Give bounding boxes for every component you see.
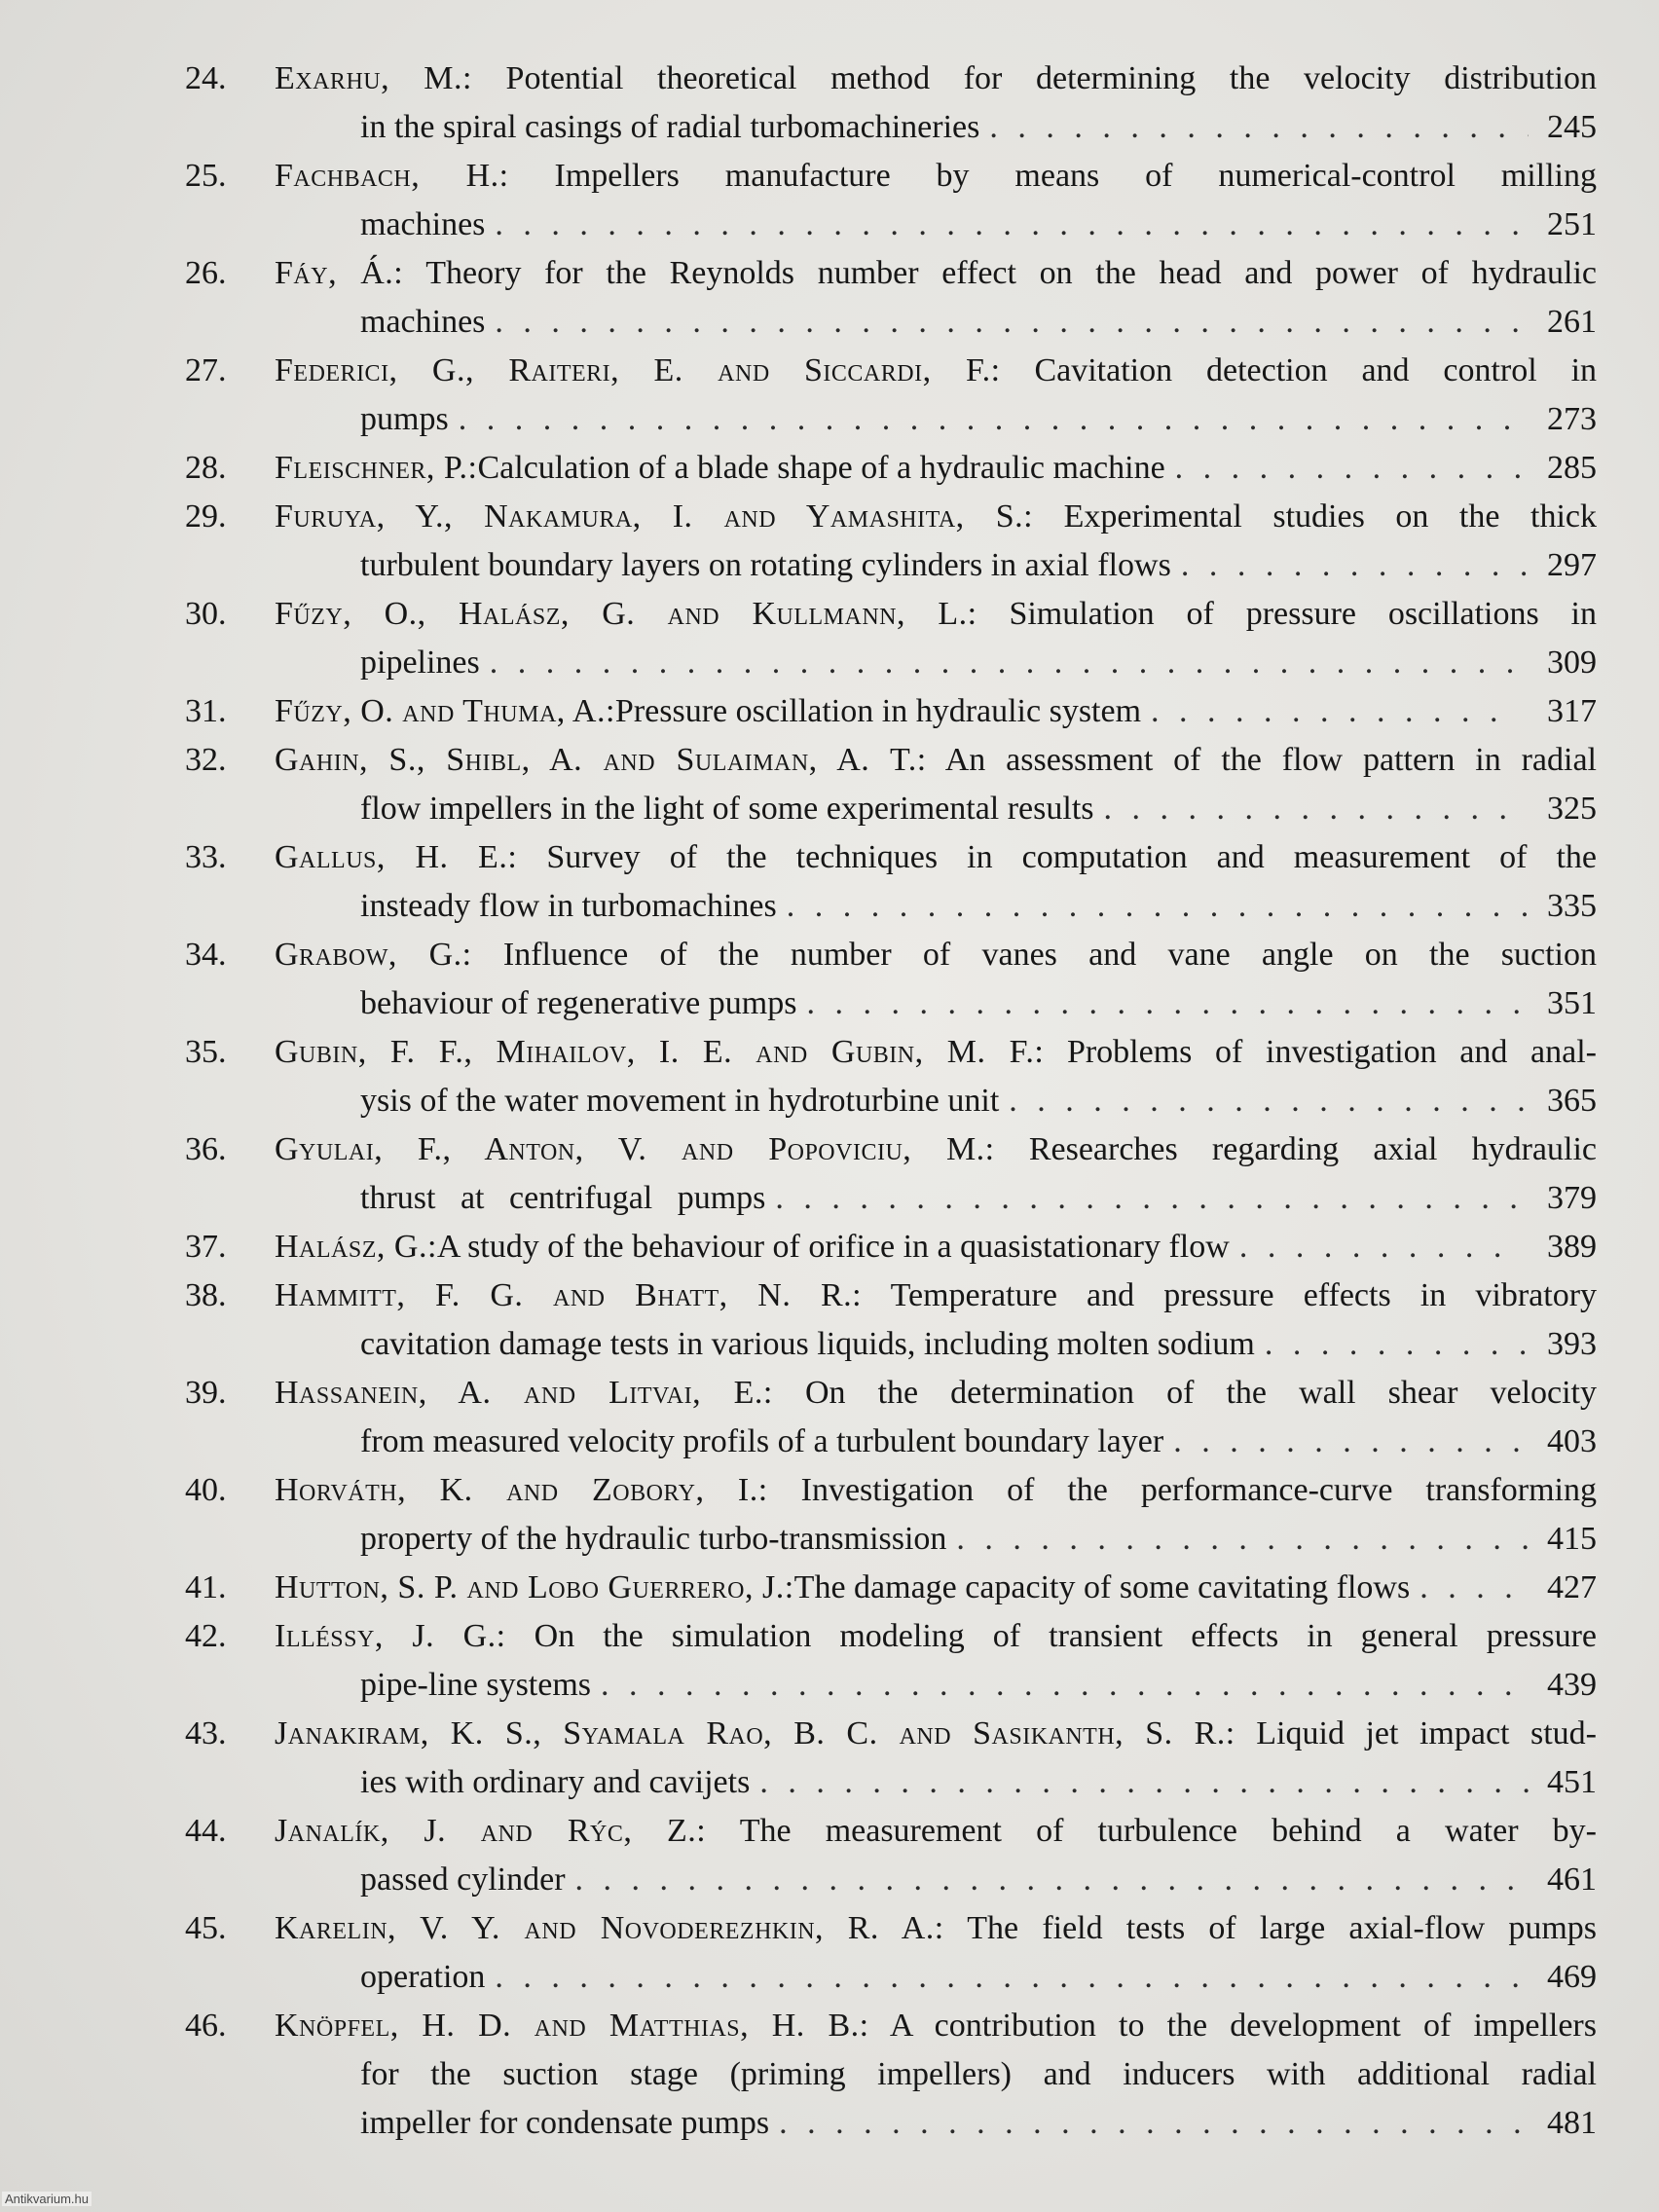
entry-number: 39. xyxy=(185,1375,227,1411)
toc-entry xyxy=(185,2002,1597,2148)
toc-entry xyxy=(185,249,1597,347)
entry-last-line xyxy=(275,1418,1597,1466)
entry-number: 33. xyxy=(185,839,227,875)
dot-leader xyxy=(1239,1223,1529,1272)
entry-title: Researches regarding axial hydraulic xyxy=(1028,1131,1597,1167)
entry-body xyxy=(275,1466,1597,1564)
toc-entry xyxy=(185,493,1597,590)
toc-entry xyxy=(185,1028,1597,1125)
entry-title-continued: ies with ordinary and cavijets xyxy=(360,1764,751,1800)
dot-leader xyxy=(1181,541,1529,590)
page-number: 297 xyxy=(1547,547,1597,583)
dot-leader xyxy=(495,298,1529,347)
entry-title-continued: cavitation damage tests in various liquids, including molten sodium xyxy=(360,1326,1255,1362)
toc-entry xyxy=(185,444,1597,493)
entry-number: 31. xyxy=(185,693,227,729)
entry-authors: Hassanein, A. and Litvai, E.: xyxy=(275,1375,773,1411)
dot-leader xyxy=(1104,785,1530,833)
entry-first-line xyxy=(275,1466,1597,1515)
entry-title: Impellers manufacture by means of numerical-control milling xyxy=(554,158,1597,194)
page-number: 325 xyxy=(1547,791,1597,827)
entry-first-line xyxy=(275,347,1597,395)
entry-body xyxy=(275,55,1597,152)
dot-leader xyxy=(806,979,1529,1028)
entry-authors: Fáy, Á.: xyxy=(275,255,404,291)
page-number: 389 xyxy=(1547,1229,1597,1265)
entry-body xyxy=(275,444,1597,493)
entry-number: 30. xyxy=(185,596,227,632)
entry-body xyxy=(275,590,1597,687)
entry-first-line xyxy=(275,1564,1597,1612)
entry-first-line xyxy=(275,1807,1597,1856)
page-number: 451 xyxy=(1547,1764,1597,1800)
entry-first-line xyxy=(275,493,1597,541)
toc-entry xyxy=(185,687,1597,736)
entry-first-line xyxy=(275,2002,1597,2050)
entry-last-line xyxy=(275,103,1597,152)
entry-title: Experimental studies on the thick xyxy=(1063,498,1597,535)
entry-number: 43. xyxy=(185,1715,227,1751)
entry-authors: Halász, G.: xyxy=(275,1229,437,1265)
page-number: 273 xyxy=(1547,401,1597,437)
entry-body xyxy=(275,1272,1597,1369)
entry-title-continued: for the suction stage (priming impellers) and inducers with additional radial xyxy=(360,2056,1597,2092)
toc-entry xyxy=(185,931,1597,1028)
entry-number: 41. xyxy=(185,1569,227,1605)
entry-title-continued: property of the hydraulic turbo-transmission xyxy=(360,1521,947,1557)
entry-first-line xyxy=(275,249,1597,298)
entry-body xyxy=(275,1807,1597,1904)
dot-leader xyxy=(956,1515,1529,1564)
entry-title-continued: passed cylinder xyxy=(360,1862,566,1898)
entry-last-line xyxy=(275,1856,1597,1904)
site-watermark: Antikvarium.hu xyxy=(2,2192,92,2206)
entry-number: 44. xyxy=(185,1813,227,1849)
toc-entry xyxy=(185,347,1597,444)
entry-last-line xyxy=(275,639,1597,687)
entry-first-line xyxy=(275,736,1597,785)
entry-authors: Furuya, Y., Nakamura, I. and Yamashita, S.: xyxy=(275,498,1034,535)
toc-entry xyxy=(185,1807,1597,1904)
entry-last-line xyxy=(275,201,1597,249)
dot-leader xyxy=(495,201,1529,249)
entry-first-line xyxy=(275,833,1597,882)
entry-last-line xyxy=(275,1077,1597,1125)
entry-title: A study of the behaviour of orifice in a quasistationary flow xyxy=(436,1229,1230,1265)
entry-body xyxy=(275,1904,1597,2002)
entry-title-continued: operation xyxy=(360,1959,486,1995)
entry-title: Potential theoretical method for determining the velocity distribution xyxy=(505,60,1597,96)
entry-last-line xyxy=(275,298,1597,347)
entry-number: 24. xyxy=(185,60,227,96)
entry-body xyxy=(275,493,1597,590)
entry-number: 34. xyxy=(185,937,227,973)
dot-leader xyxy=(601,1661,1529,1710)
entry-last-line xyxy=(275,2099,1597,2148)
toc-entry xyxy=(185,833,1597,931)
page-number: 393 xyxy=(1547,1326,1597,1362)
entry-title: A contribution to the development of impellers xyxy=(889,2008,1597,2044)
entry-body xyxy=(275,1125,1597,1223)
entry-last-line xyxy=(275,1953,1597,2002)
page-number: 335 xyxy=(1547,888,1597,924)
dot-leader xyxy=(787,882,1529,931)
dot-leader xyxy=(989,103,1529,152)
dot-leader xyxy=(495,1953,1529,2002)
dot-leader xyxy=(490,639,1529,687)
entry-number: 37. xyxy=(185,1229,227,1265)
entry-title: Investigation of the performance-curve transforming xyxy=(800,1472,1597,1508)
entry-body xyxy=(275,347,1597,444)
entry-first-line xyxy=(275,590,1597,639)
entry-first-line xyxy=(275,1612,1597,1661)
entry-title-continued: turbulent boundary layers on rotating cylinders in axial flows xyxy=(360,547,1171,583)
entry-title: The measurement of turbulence behind a water by- xyxy=(739,1813,1597,1849)
toc-entry xyxy=(185,1564,1597,1612)
page-number: 403 xyxy=(1547,1423,1597,1459)
entry-title: Influence of the number of vanes and vane angle on the suction xyxy=(502,937,1597,973)
entry-title-continued: pipelines xyxy=(360,645,480,681)
page-number: 427 xyxy=(1547,1569,1597,1605)
entry-number: 35. xyxy=(185,1034,227,1070)
entry-authors: Fűzy, O. and Thuma, A.: xyxy=(275,693,615,729)
entry-title-continued: ysis of the water movement in hydroturbine unit xyxy=(360,1083,1000,1119)
entry-last-line xyxy=(275,785,1597,833)
entry-authors: Grabow, G.: xyxy=(275,937,472,973)
entry-first-line xyxy=(275,1369,1597,1418)
entry-body xyxy=(275,2002,1597,2148)
entry-authors: Janalík, J. and Rýc, Z.: xyxy=(275,1813,707,1849)
page-number: 309 xyxy=(1547,645,1597,681)
entry-number: 38. xyxy=(185,1277,227,1313)
entry-last-line xyxy=(275,1320,1597,1369)
toc-entry xyxy=(185,55,1597,152)
entry-last-line xyxy=(275,395,1597,444)
table-of-contents xyxy=(185,55,1597,2148)
entry-body xyxy=(275,1223,1597,1272)
page-number: 461 xyxy=(1547,1862,1597,1898)
entry-authors: Hammitt, F. G. and Bhatt, N. R.: xyxy=(275,1277,863,1313)
page-number: 317 xyxy=(1547,693,1597,729)
entry-title: Simulation of pressure oscillations in xyxy=(1009,596,1597,632)
entry-title-continued: flow impellers in the light of some experimental results xyxy=(360,791,1094,827)
page-number: 379 xyxy=(1547,1180,1597,1216)
entry-title-continued: machines xyxy=(360,206,486,242)
entry-title-continued: in the spiral casings of radial turbomachineries xyxy=(360,109,980,145)
entry-number: 45. xyxy=(185,1910,227,1946)
entry-body xyxy=(275,1028,1597,1125)
entry-authors: Gallus, H. E.: xyxy=(275,839,518,875)
entry-body xyxy=(275,1710,1597,1807)
entry-body xyxy=(275,1564,1597,1612)
entry-authors: Fűzy, O., Halász, G. and Kullmann, L.: xyxy=(275,596,977,632)
page-number: 439 xyxy=(1547,1667,1597,1703)
toc-entry xyxy=(185,1272,1597,1369)
entry-number: 25. xyxy=(185,158,227,194)
entry-authors: Gyulai, F., Anton, V. and Popoviciu, M.: xyxy=(275,1131,995,1167)
entry-first-line xyxy=(275,55,1597,103)
page-number: 365 xyxy=(1547,1083,1597,1119)
entry-number: 26. xyxy=(185,255,227,291)
dot-leader xyxy=(1151,687,1529,736)
entry-title-continued: behaviour of regenerative pumps xyxy=(360,985,797,1021)
entry-authors: Fleischner, P.: xyxy=(275,450,478,486)
entry-title-continued: thrust at centrifugal pumps xyxy=(360,1180,766,1216)
toc-entry xyxy=(185,1125,1597,1223)
entry-last-line xyxy=(275,541,1597,590)
entry-last-line xyxy=(275,1758,1597,1807)
entry-body xyxy=(275,931,1597,1028)
entry-first-line xyxy=(275,1272,1597,1320)
dot-leader xyxy=(1173,1418,1529,1466)
page-number: 351 xyxy=(1547,985,1597,1021)
entry-authors: Karelin, V. Y. and Novoderezhkin, R. A.: xyxy=(275,1910,944,1946)
dot-leader xyxy=(1265,1320,1529,1369)
toc-entry xyxy=(185,1710,1597,1807)
entry-first-line xyxy=(275,1125,1597,1174)
dot-leader xyxy=(775,1174,1529,1223)
entry-authors: Hutton, S. P. and Lobo Guerrero, J.: xyxy=(275,1569,794,1605)
entry-first-line xyxy=(275,1223,1597,1272)
entry-title: Temperature and pressure effects in vibratory xyxy=(890,1277,1597,1313)
page-number: 261 xyxy=(1547,304,1597,340)
toc-entry xyxy=(185,1223,1597,1272)
entry-title: Pressure oscillation in hydraulic system xyxy=(614,693,1142,729)
entry-body xyxy=(275,249,1597,347)
entry-title: Calculation of a blade shape of a hydraulic machine xyxy=(477,450,1165,486)
entry-title-continued: insteady flow in turbomachines xyxy=(360,888,777,924)
entry-number: 36. xyxy=(185,1131,227,1167)
entry-number: 40. xyxy=(185,1472,227,1508)
entry-continuation-line xyxy=(275,2050,1597,2099)
entry-last-line xyxy=(275,882,1597,931)
entry-last-line xyxy=(275,1174,1597,1223)
entry-body xyxy=(275,833,1597,931)
entry-first-line xyxy=(275,931,1597,979)
entry-last-line xyxy=(275,1661,1597,1710)
entry-title: Problems of investigation and anal- xyxy=(1066,1034,1597,1070)
entry-title: Theory for the Reynolds number effect on the head and power of hydraulic xyxy=(425,255,1597,291)
entry-authors: Fachbach, H.: xyxy=(275,158,509,194)
toc-entry xyxy=(185,736,1597,833)
entry-body xyxy=(275,1612,1597,1710)
toc-entry xyxy=(185,152,1597,249)
entry-title: On the determination of the wall shear velocity xyxy=(804,1375,1597,1411)
dot-leader xyxy=(759,1758,1529,1807)
page-number: 469 xyxy=(1547,1959,1597,1995)
entry-number: 28. xyxy=(185,450,227,486)
entry-title: An assessment of the flow pattern in radial xyxy=(944,742,1597,778)
entry-first-line xyxy=(275,1028,1597,1077)
toc-entry xyxy=(185,1466,1597,1564)
dot-leader xyxy=(1009,1077,1529,1125)
dot-leader xyxy=(779,2099,1529,2148)
entry-number: 29. xyxy=(185,498,227,535)
page-number: 285 xyxy=(1547,450,1597,486)
entry-body xyxy=(275,687,1597,736)
entry-authors: Horváth, K. and Zobory, I.: xyxy=(275,1472,768,1508)
entry-authors: Federici, G., Raiteri, E. and Siccardi, F.: xyxy=(275,352,1001,388)
entry-title-continued: from measured velocity profils of a turbulent boundary layer xyxy=(360,1423,1164,1459)
entry-first-line xyxy=(275,687,1597,736)
dot-leader xyxy=(459,395,1529,444)
entry-authors: Gahin, S., Shibl, A. and Sulaiman, A. T.: xyxy=(275,742,927,778)
entry-title: The field tests of large axial-flow pumps xyxy=(967,1910,1597,1946)
entry-authors: Janakiram, K. S., Syamala Rao, B. C. and Sasikanth, S. R.: xyxy=(275,1715,1235,1751)
entry-title: On the simulation modeling of transient effects in general pressure xyxy=(534,1618,1597,1654)
entry-number: 32. xyxy=(185,742,227,778)
toc-entry xyxy=(185,1369,1597,1466)
entry-title-continued: pumps xyxy=(360,401,449,437)
entry-authors: Illéssy, J. G.: xyxy=(275,1618,506,1654)
toc-entry xyxy=(185,1612,1597,1710)
page-number: 415 xyxy=(1547,1521,1597,1557)
dot-leader xyxy=(575,1856,1529,1904)
entry-first-line xyxy=(275,1710,1597,1758)
page-number: 251 xyxy=(1547,206,1597,242)
entry-body xyxy=(275,152,1597,249)
entry-authors: Knöpfel, H. D. and Matthias, H. B.: xyxy=(275,2008,869,2044)
entry-number: 27. xyxy=(185,352,227,388)
entry-title-continued: machines xyxy=(360,304,486,340)
entry-first-line xyxy=(275,152,1597,201)
entry-title: Cavitation detection and control in xyxy=(1034,352,1597,388)
page-number: 481 xyxy=(1547,2105,1597,2141)
entry-first-line xyxy=(275,444,1597,493)
entry-title: Liquid jet impact stud- xyxy=(1256,1715,1597,1751)
entry-last-line xyxy=(275,1515,1597,1564)
entry-last-line xyxy=(275,979,1597,1028)
entry-authors: Exarhu, M.: xyxy=(275,60,472,96)
entry-title-continued: pipe-line systems xyxy=(360,1667,592,1703)
entry-title: The damage capacity of some cavitating flows xyxy=(793,1569,1411,1605)
toc-entry xyxy=(185,590,1597,687)
entry-first-line xyxy=(275,1904,1597,1953)
entry-number: 46. xyxy=(185,2008,227,2044)
entry-authors: Gubin, F. F., Mihailov, I. E. and Gubin, M. F.: xyxy=(275,1034,1045,1070)
entry-title: Survey of the techniques in computation and measurement of the xyxy=(546,839,1597,875)
entry-number: 42. xyxy=(185,1618,227,1654)
dot-leader xyxy=(1419,1564,1529,1612)
entry-body xyxy=(275,1369,1597,1466)
entry-body xyxy=(275,736,1597,833)
toc-entry xyxy=(185,1904,1597,2002)
dot-leader xyxy=(1175,444,1529,493)
entry-title-continued: impeller for condensate pumps xyxy=(360,2105,770,2141)
page-number: 245 xyxy=(1547,109,1597,145)
